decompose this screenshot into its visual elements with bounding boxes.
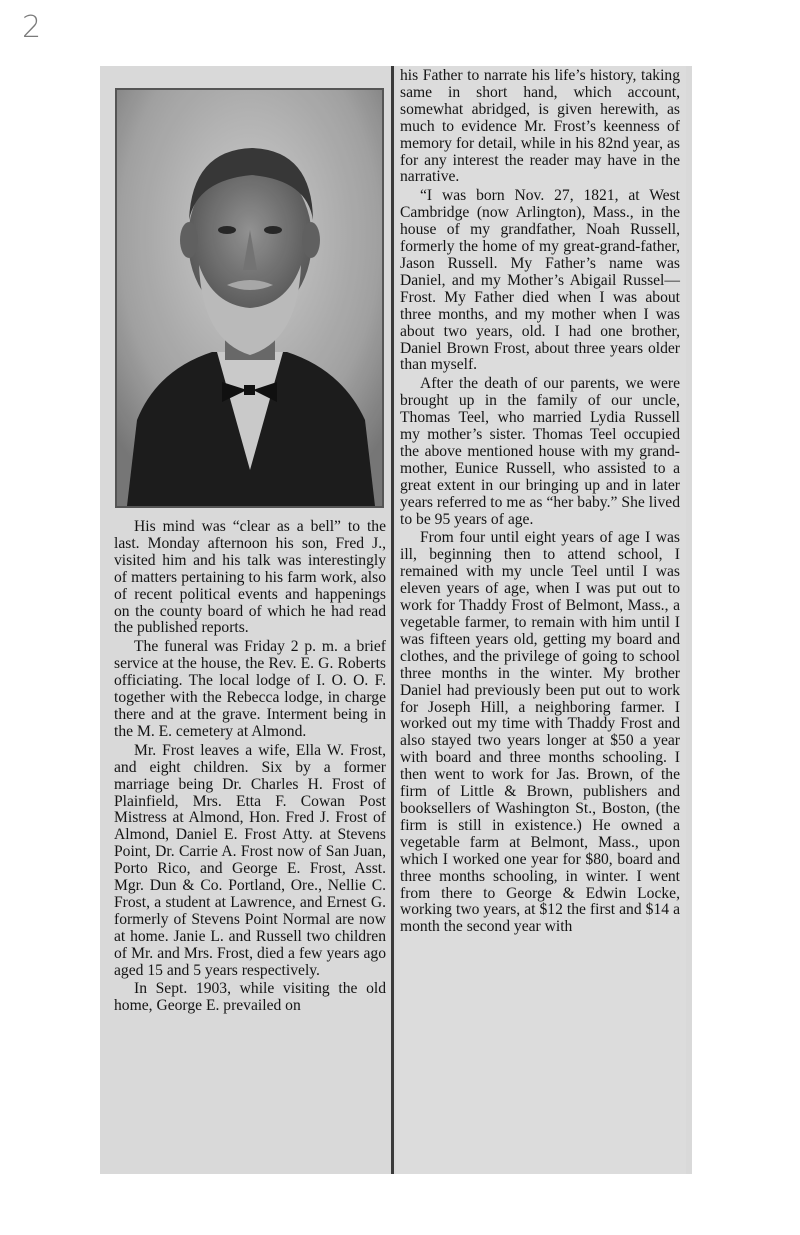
right-column [396,66,686,1174]
portrait-image [117,90,382,506]
portrait-photo [115,88,384,508]
left-column-text [114,519,386,1017]
paragraph: Mr. Frost leaves a wife, Ella W. Frost, and eight children. Six by a former marriage being Dr. Charles H. Frost of Plainfield, Mrs. Etta F. Cowan Post Mistress at Almond, Hon. Fred J. Frost of Almond, Daniel E. Frost Atty. at Stevens Point, Dr. Carrie A. Frost now of San Juan, Porto Rico, and George E. Frost, Asst. Mgr. Dun & Co. Portland, Ore., Nellie C. Frost, a student at Lawrence, and Ernest G. formerly of Stevens Point Normal are now at home. Janie L. and Russell two children of Mr. and Mrs. Frost, died a few years ago aged 15 and 5 years respectively. [114,741,386,979]
page-number: 2 [22,10,42,45]
right-column-text [400,68,680,938]
paragraph: His mind was “clear as a bell” to the last. Monday afternoon his son, Fred J., visited him and his talk was interestingly of matters pertaining to his farm work, also of recent political events and happenings on the county board of which he had read the published reports. [114,518,386,637]
left-column [100,66,390,1174]
paragraph: In Sept. 1903, while visiting the old home, George E. prevailed on [114,980,386,1015]
paragraph: The funeral was Friday 2 p. m. a brief service at the house, the Rev. E. G. Roberts officiating. The local lodge of I. O. O. F. together with the Rebecca lodge, in charge there and at the grave. Interment being in the M. E. cemetery at Almond. [114,638,386,740]
paragraph: From four until eight years of age I was ill, beginning then to attend school, I remained with my uncle Teel until I was eleven years of age, when I was put out to work for Thaddy Frost of Belmont, Mass., a vegetable farmer, to remain with him until I was fifteen years old, getting my board and clothes, and the privilege of going to school three months in the winter. My brother Daniel had previously been put out to work for Joseph Hill, a neighboring farmer. I worked out my time with Thaddy Frost and also stayed two years longer at $50 a year with board and three months schooling. I then went to work for Jas. Brown, of the firm of Little & Brown, publishers and booksellers of Washington St., Boston, (the firm is still in existence.) He owned a vegetable farm at Belmont, Mass., upon which I worked one year for $80, board and three months schooling, in winter. I went from there to George & Edwin Locke, working two years, at $12 the first and $14 a month the second year with [400,529,680,936]
paragraph: After the death of our parents, we were brought up in the family of our uncle, Thomas Teel, who married Lydia Russell my mother’s sister. Thomas Teel occupied the above mentioned house with my grand-mother, Eunice Russell, who assisted to a great extent in our bringing up and in later years referred to me as “her baby.” She lived to be 95 years of age. [400,375,680,528]
newspaper-clipping [100,66,692,1174]
column-divider [391,66,394,1174]
paragraph: his Father to narrate his life’s history, taking same in short hand, which account, somewhat abridged, is given herewith, as much to evidence Mr. Frost’s keenness of memory for detail, while in his 82nd year, as for any interest the reader may have in the narrative. [400,67,680,186]
paragraph: “I was born Nov. 27, 1821, at West Cambridge (now Arlington), Mass., in the house of my grandfather, Noah Russell, formerly the home of my great-grand-father, Jason Russell. My Father’s name was Daniel, and my Mother’s Abigail Russel—Frost. My Father died when I was about three months, and my mother when I was about two years, old. I had one brother, Daniel Brown Frost, about three years older than myself. [400,187,680,374]
